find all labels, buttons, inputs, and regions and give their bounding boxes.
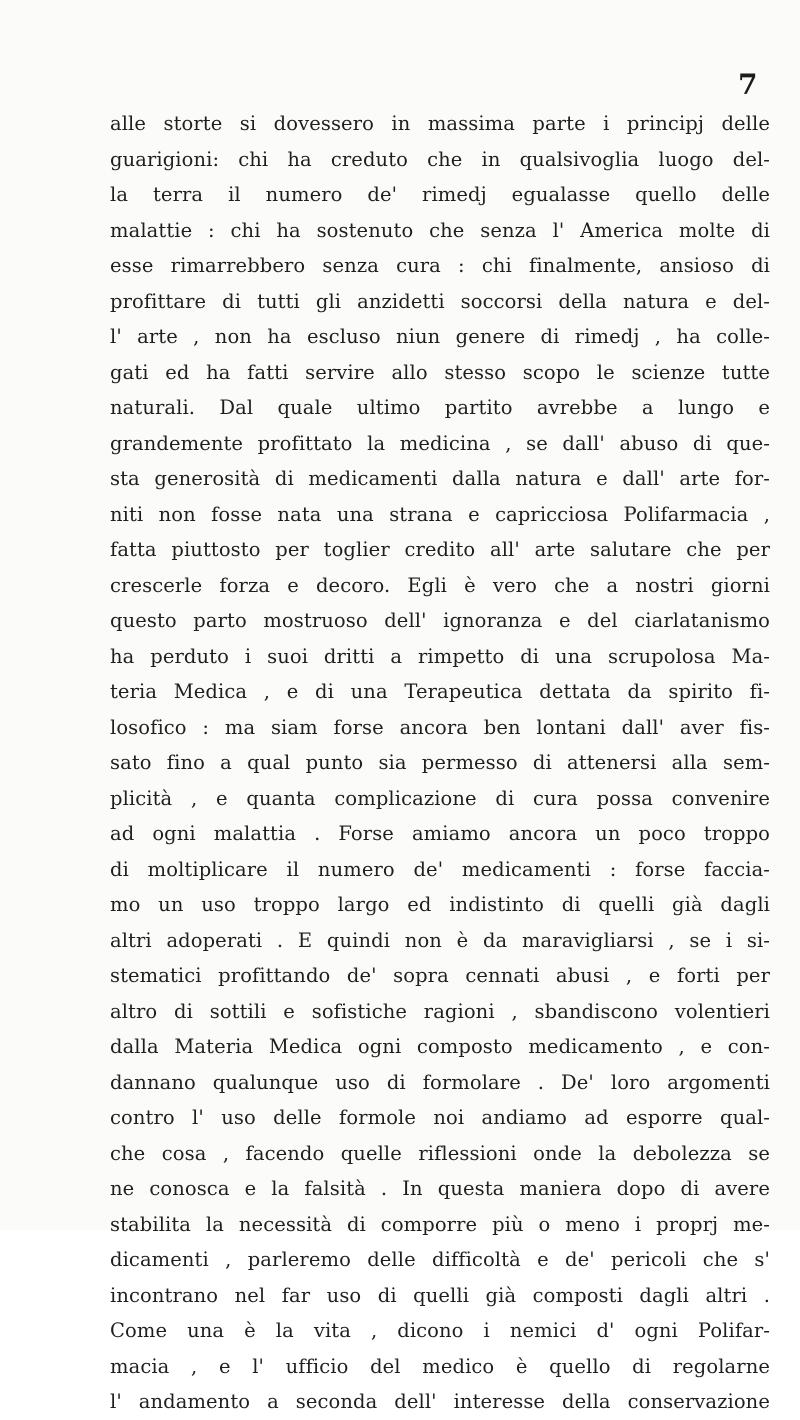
text-line: mo un uso troppo largo ed indistinto di quelli già dagli [110, 893, 770, 916]
text-line: di moltiplicare il numero de' medicamenti : forse faccia- [110, 857, 770, 881]
text-line: sato fino a qual punto sia permesso di attenersi alla sem- [110, 751, 770, 774]
text-line: ne conosca e la falsità . In questa maniera dopo di avere [110, 1177, 770, 1200]
text-line: teria Medica , e di una Terapeutica dettata da spirito fi- [110, 680, 770, 703]
text-line: incontrano nel far uso di quelli già composti dagli altri . [110, 1283, 770, 1307]
text-line: profittare di tutti gli anzidetti soccorsi della natura e del- [110, 289, 770, 313]
text-line: stabilita la necessità di comporre più o meno i proprj me- [110, 1212, 770, 1236]
text-line: alle storte si dovessero in massima parte i principj delle [110, 112, 770, 135]
text-line: ha perduto i suoi dritti a rimpetto di una scrupolosa Ma- [110, 644, 770, 668]
page-number: 7 [738, 68, 758, 101]
text-line: che cosa , facendo quelle riflessioni onde la debolezza se [110, 1141, 770, 1165]
text-line: plicità , e quanta complicazione di cura possa convenire [110, 786, 770, 810]
text-line: stematici profittando de' sopra cennati abusi , e forti per [110, 964, 770, 987]
text-line: Come una è la vita , dicono i nemici d' ogni Polifar- [110, 1319, 770, 1342]
text-line: losofico : ma siam forse ancora ben lontani dall' aver fis- [110, 715, 770, 739]
text-line: fatta piuttosto per toglier credito all' arte salutare che per [110, 538, 770, 561]
text-line: gati ed ha fatti servire allo stesso scopo le scienze tutte [110, 360, 770, 384]
text-line: altro di sottili e sofistiche ragioni , sbandiscono volentieri [110, 999, 770, 1023]
text-line: altri adoperati . E quindi non è da maravigliarsi , se i si- [110, 928, 770, 952]
text-line: dalla Materia Medica ogni composto medicamento , e con- [110, 1035, 770, 1058]
text-line: grandemente profittato la medicina , se dall' abuso di que- [110, 431, 770, 455]
text-line: guarigioni: chi ha creduto che in qualsivoglia luogo del- [110, 147, 770, 171]
text-line: malattie : chi ha sostenuto che senza l' America molte di [110, 218, 770, 242]
text-line: l' andamento a seconda dell' interesse della conservazione [110, 1390, 770, 1413]
text-line: ad ogni malattia . Forse amiamo ancora un poco troppo [110, 822, 770, 845]
text-line: la terra il numero de' rimedj egualasse quello delle [110, 183, 770, 206]
text-line: questo parto mostruoso dell' ignoranza e del ciarlatanismo [110, 609, 770, 632]
text-line: niti non fosse nata una strana e capricciosa Polifarmacia , [110, 502, 770, 526]
text-line: macia , e l' ufficio del medico è quello di regolarne [110, 1354, 770, 1378]
text-line: naturali. Dal quale ultimo partito avrebbe a lungo e [110, 396, 770, 419]
text-line: dicamenti , parleremo delle difficoltà e de' pericoli che s' [110, 1248, 770, 1271]
text-line: sta generosità di medicamenti dalla natura e dall' arte for- [110, 467, 770, 490]
text-line: l' arte , non ha escluso niun genere di rimedj , ha colle- [110, 325, 770, 348]
text-line: dannano qualunque uso di formolare . De' loro argomenti [110, 1070, 770, 1094]
text-line: contro l' uso delle formole noi andiamo ad esporre qual- [110, 1106, 770, 1129]
text-line: crescerle forza e decoro. Egli è vero che a nostri giorni [110, 573, 770, 597]
text-line: esse rimarrebbero senza cura : chi finalmente, ansioso di [110, 254, 770, 277]
body-text [110, 106, 770, 1420]
